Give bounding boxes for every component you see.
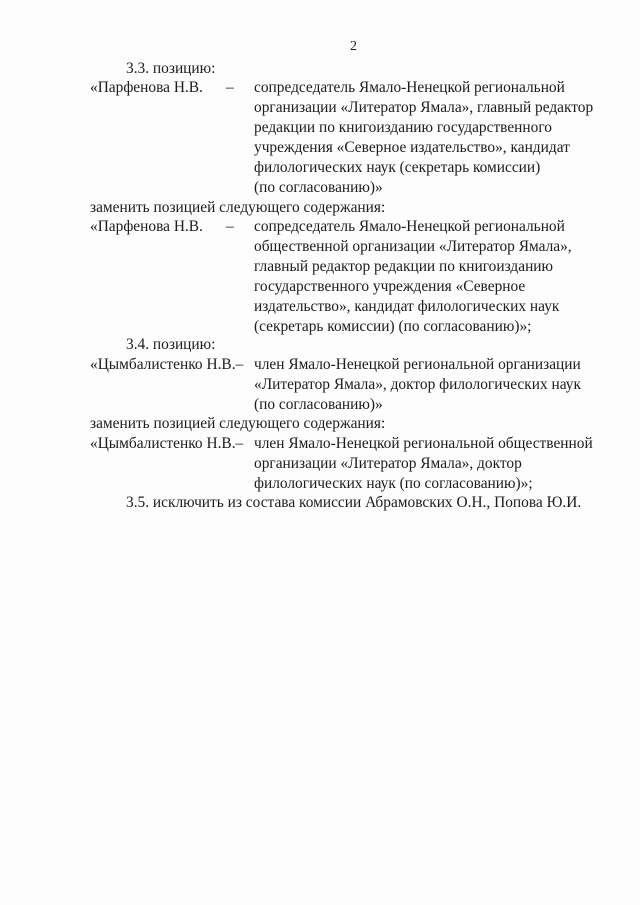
- new-entry-desc-line: сопредседатель Ямало-Ненецкой региональной: [254, 218, 565, 235]
- page-number: 2: [350, 39, 357, 54]
- new-entry-desc-line: член Ямало-Ненецкой региональной общественной: [254, 435, 593, 452]
- new-entry-desc-line: государственного учреждения «Северное: [254, 278, 526, 295]
- old-entry-desc-line: сопредседатель Ямало-Ненецкой региональной: [254, 79, 565, 96]
- new-entry-dash: –: [226, 218, 234, 235]
- new-entry-desc-line: издательство», кандидат филологических наук: [254, 298, 560, 315]
- old-entry-desc-line: учреждения «Северное издательство», кандидат: [254, 139, 570, 156]
- new-entry-desc-line: общественной организации «Литератор Ямала»,: [254, 238, 572, 255]
- old-entry-desc-line: член Ямало-Ненецкой региональной организации: [254, 356, 581, 373]
- old-entry-desc-line: филологических наук (секретарь комиссии): [254, 159, 541, 176]
- new-entry-desc-line: организации «Литератор Ямала», доктор: [254, 455, 522, 472]
- new-entry-desc-line: главный редактор редакции по книгоизданию: [254, 258, 554, 275]
- old-entry-desc-line: «Литератор Ямала», доктор филологических наук: [254, 376, 581, 393]
- new-entry-name: «Цымбалистенко Н.В.–: [90, 435, 244, 452]
- old-entry-name: «Цымбалистенко Н.В.–: [90, 356, 244, 373]
- item-3-5-text: 3.5. исключить из состава комиссии Абрамовских О.Н., Попова Ю.И.: [126, 494, 582, 511]
- new-entry-desc-line: (секретарь комиссии) (по согласованию)»;: [254, 318, 532, 335]
- replace-instruction: заменить позицией следующего содержания:: [90, 199, 386, 216]
- item-3-4-heading: 3.4. позицию:: [126, 336, 216, 353]
- item-3-3-heading: 3.3. позицию:: [126, 60, 216, 77]
- old-entry-desc-line: организации «Литератор Ямала», главный редактор: [254, 99, 594, 116]
- old-entry-desc-line: (по согласованию)»: [254, 179, 383, 196]
- new-entry-name: «Парфенова Н.В.: [90, 218, 203, 235]
- replace-instruction: заменить позицией следующего содержания:: [90, 415, 386, 432]
- old-entry-desc-line: редакции по книгоизданию государственного: [254, 119, 552, 136]
- old-entry-desc-line: (по согласованию)»: [254, 396, 383, 413]
- old-entry-dash: –: [226, 79, 234, 96]
- new-entry-desc-line: филологических наук (по согласованию)»;: [254, 475, 533, 492]
- old-entry-name: «Парфенова Н.В.: [90, 79, 203, 96]
